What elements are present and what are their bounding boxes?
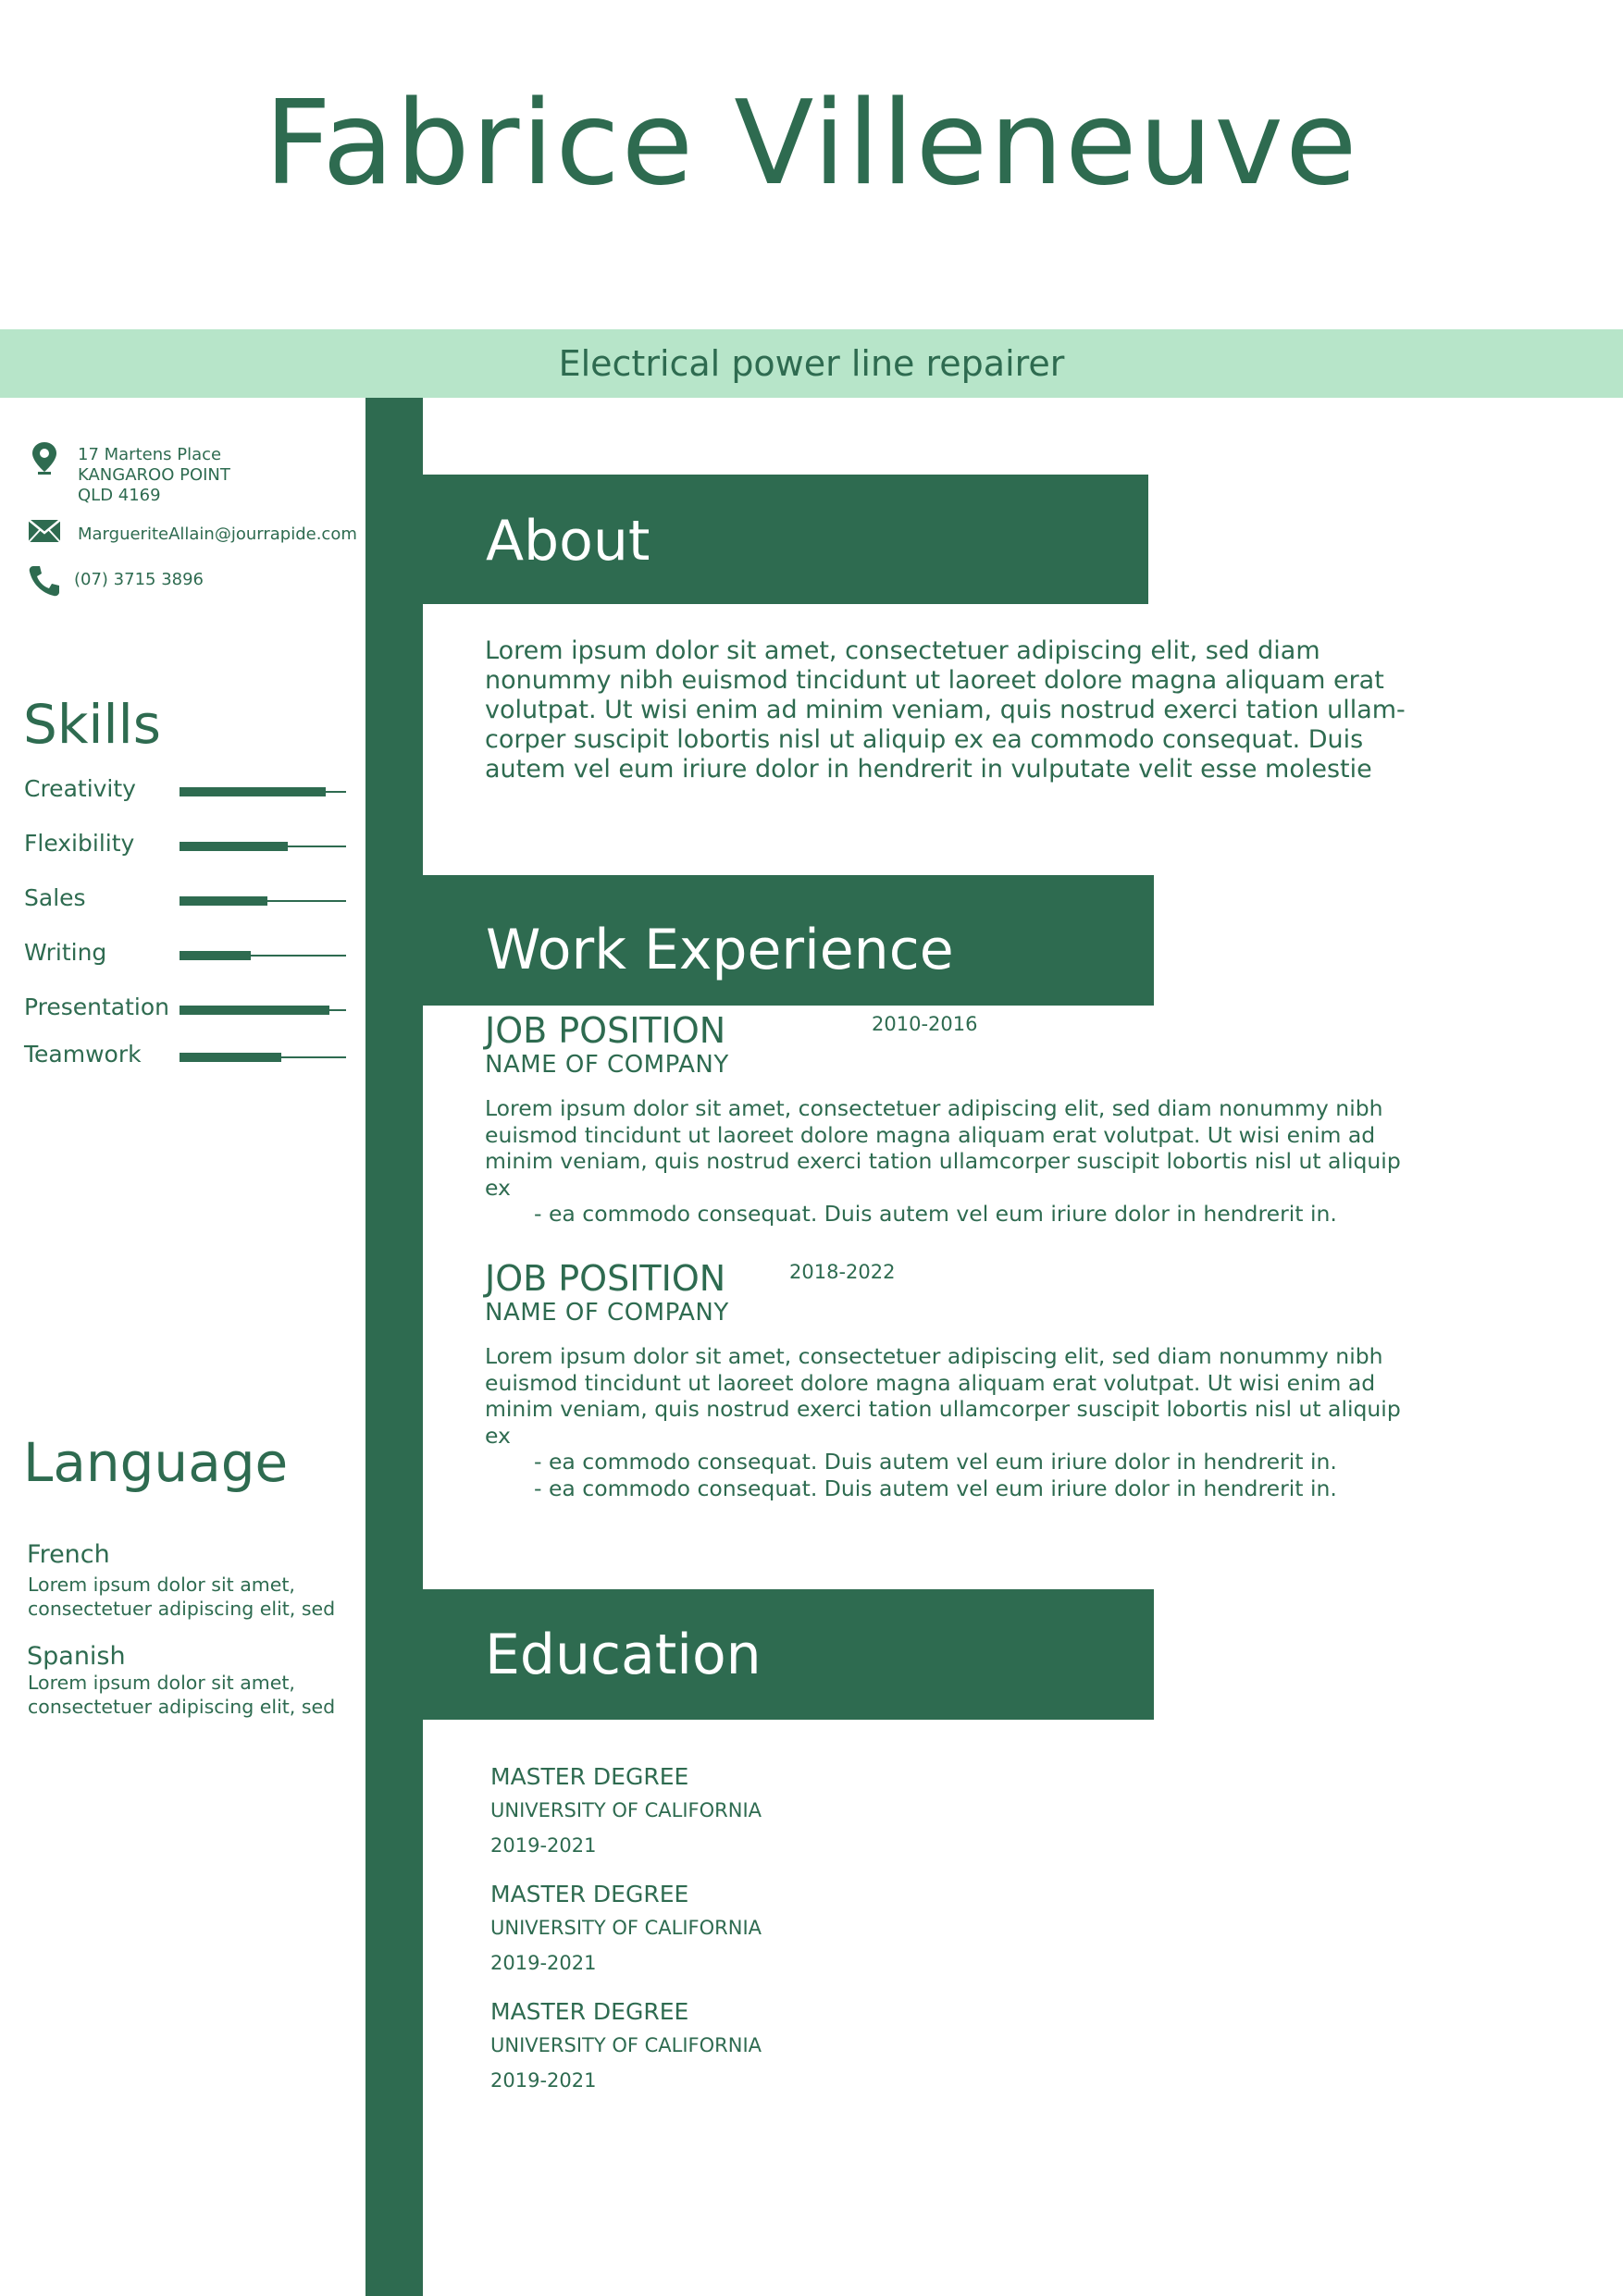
- skill-label: Creativity: [24, 775, 136, 802]
- language-description: Lorem ipsum dolor sit amet,: [28, 1672, 295, 1694]
- text-line: minim veniam, quis nostrud exerci tation ullamcorper suscipit lobortis nisl ut aliquip: [485, 1148, 1401, 1174]
- address-line-1: 17 Martens Place: [78, 445, 222, 464]
- work-experience-heading: Work Experience: [486, 918, 954, 982]
- skills-heading: Skills: [23, 693, 161, 756]
- bullet-item: - ea commodo consequat. Duis autem vel eum iriure dolor in hendrerit in.: [534, 1449, 1337, 1475]
- text-line: Lorem ipsum dolor sit amet, consectetuer adipiscing elit, sed diam nonummy nibh: [485, 1343, 1383, 1369]
- job-description: [485, 1343, 1410, 1501]
- skill-level-bar: [180, 842, 288, 851]
- text-line: autem vel eum iriure dolor in hendrerit in vulputate velit esse molestie: [485, 755, 1372, 784]
- about-heading: About: [486, 509, 650, 574]
- skill-level-bar: [180, 1006, 329, 1015]
- text-line: corper suscipit lobortis nisl ut aliquip ex ea commodo consequat. Duis: [485, 725, 1364, 754]
- degree-years: 2019-2021: [490, 1952, 597, 1974]
- text-line: volutpat. Ut wisi enim ad minim veniam, quis nostrud exerci tation ullam-: [485, 696, 1406, 724]
- text-line: euismod tincidunt ut laoreet dolore magna aliquam erat volutpat. Ut wisi enim ad: [485, 1121, 1376, 1148]
- text-line: nonummy nibh euismod tincidunt ut laoreet dolore magna aliquam erat: [485, 666, 1384, 695]
- candidate-name: Fabrice Villeneuve: [264, 75, 1359, 211]
- language-description: Lorem ipsum dolor sit amet,: [28, 1574, 295, 1596]
- language-name: Spanish: [27, 1642, 126, 1671]
- text-line: Lorem ipsum dolor sit amet, consectetuer adipiscing elit, sed diam nonummy nibh: [485, 1095, 1383, 1121]
- school-name: UNIVERSITY OF CALIFORNIA: [490, 1799, 762, 1821]
- skill-label: Flexibility: [24, 830, 135, 857]
- degree-years: 2019-2021: [490, 2069, 597, 2092]
- address-line-3: QLD 4169: [78, 486, 161, 505]
- skill-level-bar: [180, 896, 267, 906]
- language-name: French: [27, 1540, 110, 1569]
- vertical-spine: [365, 398, 423, 2296]
- school-name: UNIVERSITY OF CALIFORNIA: [490, 1917, 762, 1939]
- job-dates: 2018-2022: [789, 1261, 896, 1283]
- phone-icon: [28, 564, 61, 598]
- skill-level-bar: [180, 1053, 281, 1062]
- language-heading: Language: [23, 1431, 289, 1494]
- text-line: ex: [485, 1422, 511, 1449]
- text-line: Lorem ipsum dolor sit amet, consectetuer adipiscing elit, sed diam: [485, 636, 1320, 665]
- skill-level-bar: [180, 951, 251, 960]
- language-description: consectetuer adipiscing elit, sed: [28, 1598, 336, 1620]
- email-link[interactable]: MargueriteAllain@jourrapide.com: [78, 525, 357, 544]
- degree-years: 2019-2021: [490, 1834, 597, 1857]
- education-heading: Education: [485, 1623, 762, 1687]
- job-position: JOB POSITION: [485, 1010, 726, 1051]
- bullet-item: - ea commodo consequat. Duis autem vel eum iriure dolor in hendrerit in.: [534, 1475, 1337, 1501]
- company-name: NAME OF COMPANY: [485, 1051, 729, 1079]
- text-line: minim veniam, quis nostrud exerci tation ullamcorper suscipit lobortis nisl ut aliquip: [485, 1396, 1401, 1422]
- company-name: NAME OF COMPANY: [485, 1299, 729, 1327]
- text-line: ex: [485, 1174, 511, 1201]
- phone-text[interactable]: (07) 3715 3896: [74, 570, 204, 589]
- school-name: UNIVERSITY OF CALIFORNIA: [490, 2034, 762, 2056]
- envelope-icon: [28, 519, 61, 543]
- bullet-item: - ea commodo consequat. Duis autem vel eum iriure dolor in hendrerit in.: [534, 1201, 1337, 1227]
- about-paragraph: [485, 636, 1406, 784]
- skill-label: Teamwork: [24, 1041, 142, 1068]
- degree-title: MASTER DEGREE: [490, 1763, 689, 1790]
- job-position: JOB POSITION: [485, 1258, 726, 1299]
- address-line-2: KANGAROO POINT: [78, 465, 230, 485]
- degree-title: MASTER DEGREE: [490, 1881, 689, 1907]
- job-dates: 2010-2016: [872, 1013, 978, 1035]
- skill-label: Presentation: [24, 994, 170, 1020]
- skill-label: Writing: [24, 939, 107, 966]
- job-title-text: Electrical power line repairer: [558, 343, 1065, 384]
- degree-title: MASTER DEGREE: [490, 1998, 689, 2025]
- text-line: euismod tincidunt ut laoreet dolore magna aliquam erat volutpat. Ut wisi enim ad: [485, 1369, 1376, 1396]
- location-pin-icon: [31, 441, 58, 475]
- skill-level-bar: [180, 787, 326, 796]
- language-description: consectetuer adipiscing elit, sed: [28, 1696, 336, 1718]
- skill-label: Sales: [24, 884, 86, 911]
- job-description: [485, 1095, 1410, 1228]
